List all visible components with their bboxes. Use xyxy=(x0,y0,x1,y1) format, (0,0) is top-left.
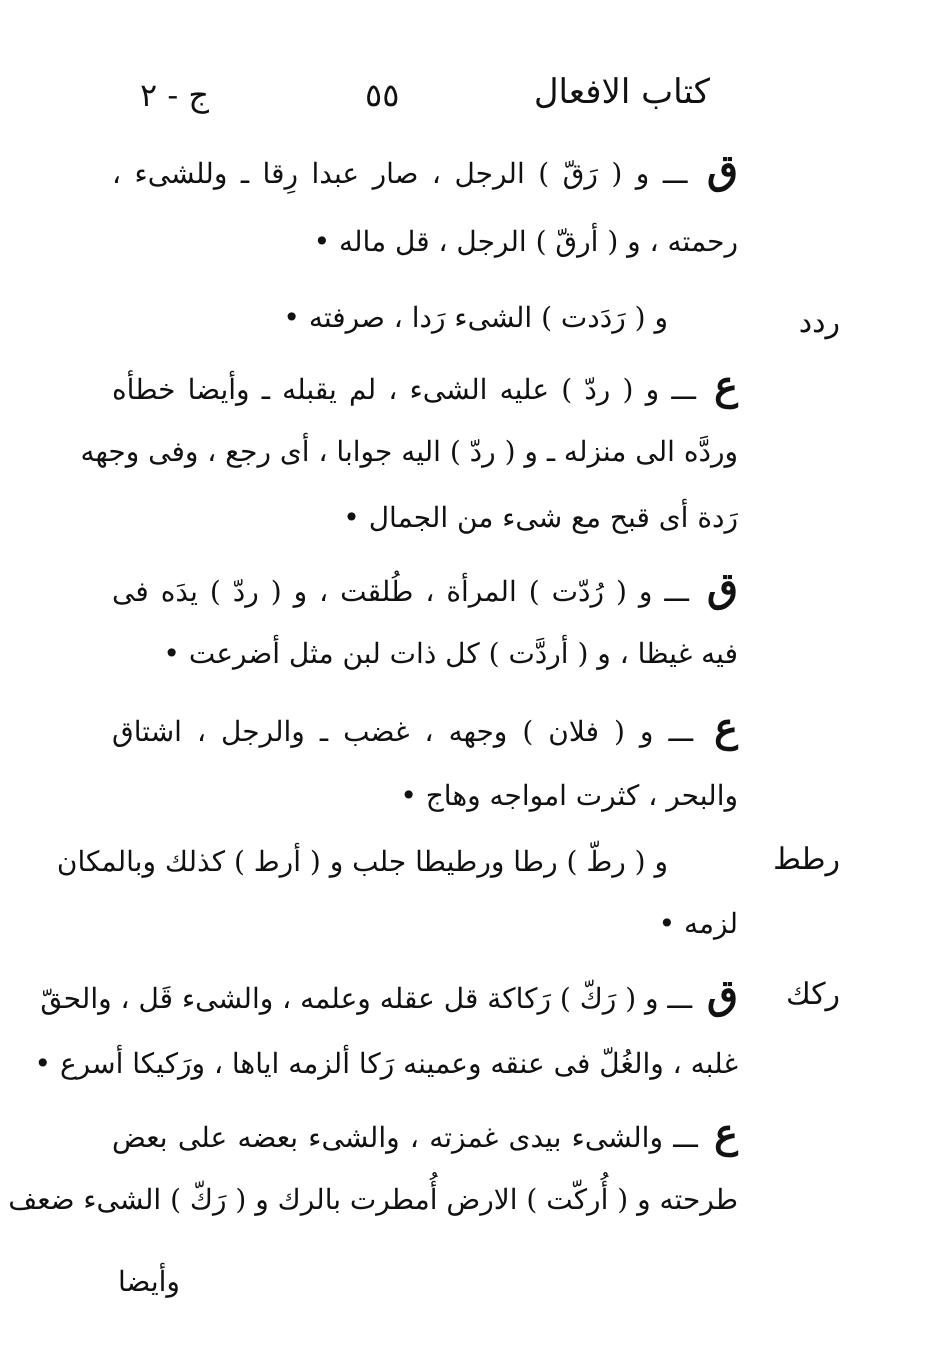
root-word-radd: ردد xyxy=(798,305,840,340)
text-line xyxy=(112,362,739,410)
root-word-ratt: رطط xyxy=(773,842,840,877)
text-line xyxy=(40,971,738,1019)
section-marker: ق xyxy=(706,564,738,611)
text-line xyxy=(112,1110,738,1158)
text-line xyxy=(112,564,738,612)
line-text: ـــ و ( ردّ ) عليه الشىء ، لم يقبله ـ وأيضا خطأه xyxy=(112,373,696,406)
text-line xyxy=(112,704,738,752)
text-line xyxy=(343,498,738,538)
line-text: رَدة أى قبح مع شىء من الجمال • xyxy=(343,501,738,534)
line-text: ـــ و ( رَكّ ) رَكاكة قل عقله وعلمه ، والشىء قَل ، والحقّ xyxy=(40,982,693,1015)
book-title: كتاب الافعال xyxy=(533,72,710,112)
page-number: ٥٥ xyxy=(365,76,400,114)
line-text: رحمته ، و ( أرقّ ) الرجل ، قل ماله • xyxy=(313,225,738,258)
line-text: ـــ والشىء بيدى غمزته ، والشىء بعضه على بعض xyxy=(112,1121,698,1154)
text-line xyxy=(659,904,738,944)
text-line xyxy=(8,1180,738,1220)
text-line xyxy=(80,432,738,472)
text-line xyxy=(400,776,738,816)
text-line xyxy=(34,1044,738,1084)
text-line xyxy=(56,842,668,882)
running-header xyxy=(110,72,710,132)
text-line xyxy=(163,634,738,674)
line-text: ـــ و ( فلان ) وجهه ، غضب ـ والرجل ، اشتاق xyxy=(112,715,694,748)
section-marker: ق xyxy=(706,971,738,1018)
section-marker: ع xyxy=(714,1110,738,1157)
line-text: فيه غيظا ، و ( أردَّت ) كل ذات لبن مثل أضرعت • xyxy=(163,637,738,670)
line-text: لزمه • xyxy=(658,907,738,940)
line-text: و ( رطّ ) رطا ورطيطا جلب و ( أرط ) كذلك وبالمكان xyxy=(56,845,668,878)
volume-label: ج - ٢ xyxy=(140,76,209,114)
section-marker: ق xyxy=(706,146,738,193)
line-text: ـــ و ( رُدّت ) المرأة ، طُلقت ، و ( ردّ ) يدَه فى xyxy=(112,575,689,608)
text-line xyxy=(112,146,738,194)
section-marker: ع xyxy=(714,704,738,751)
line-text: ـــ و ( رَقّ ) الرجل ، صار عبدا رِقا ـ وللشىء ، xyxy=(112,157,688,190)
line-text: وردَّه الى منزله ـ و ( ردّ ) اليه جوابا ، أى رجع ، وفى وجهه xyxy=(80,435,738,468)
text-line xyxy=(314,222,738,262)
line-text: و ( رَدَدت ) الشىء رَدا ، صرفته • xyxy=(283,301,668,334)
line-text: والبحر ، كثرت امواجه وهاج • xyxy=(400,779,738,812)
line-text: طرحته و ( أُركّت ) الارض أُمطرت بالرك و ( رَكّ ) الشىء ضعف xyxy=(8,1183,738,1216)
catchword: وأيضا xyxy=(118,1265,180,1298)
line-text: غلبه ، والغُلّ فى عنقه وعمينه رَكا ألزمه اياها ، ورَكيكا أسرع • xyxy=(34,1047,738,1080)
root-word-rakk: ركك xyxy=(785,977,840,1012)
section-marker: ع xyxy=(714,362,739,409)
text-line xyxy=(283,298,668,338)
